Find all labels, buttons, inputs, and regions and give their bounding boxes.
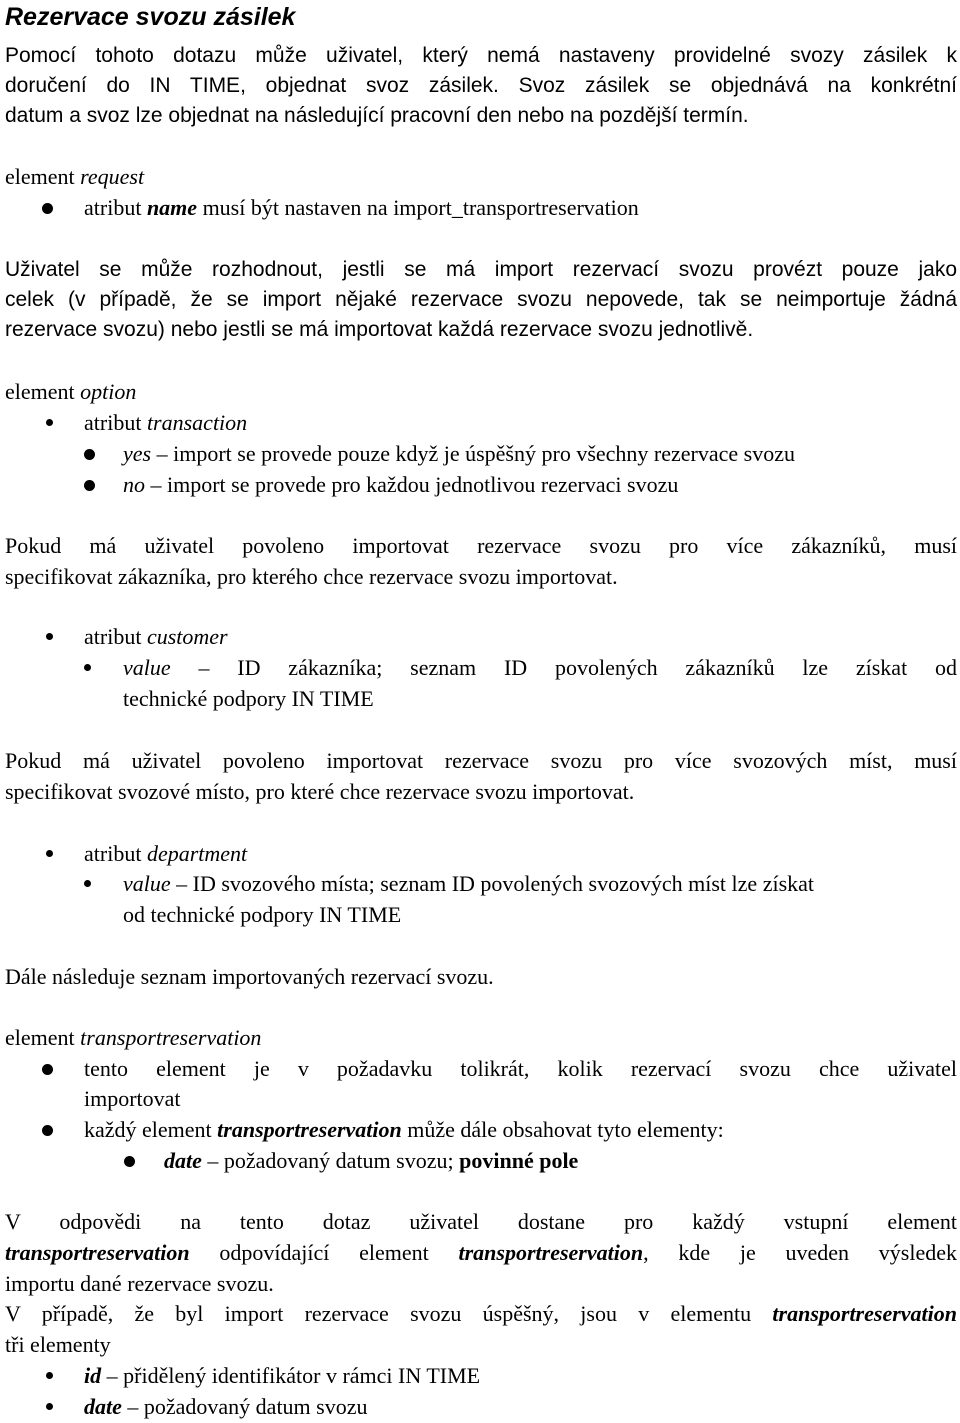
intro-line-2: doručení do IN TIME, objednat svoz zásilek. Svoz zásilek se objednává na konkrétní [5,74,957,97]
bullet-dot-icon [42,1064,53,1075]
bullet-dot-icon [42,203,53,214]
transaction-yes-item: yes – import se provede pouze když je úspěšný pro všechny rezervace svozu [123,441,795,466]
para6-line-1: V odpovědi na tento dotaz uživatel dostane pro každý vstupní element [5,1209,957,1234]
transport-bullet-1-line-1: tento element je v požadavku tolikrát, kolik rezervací svozu chce uživatel [84,1056,957,1081]
intro-line-3: datum a svoz lze objednat na následující pracovní den nebo na pozdější termín. [5,104,749,127]
para3-line-1: Pokud má uživatel povoleno importovat rezervace svozu pro více zákazníků, musí [5,533,957,558]
response-id-item: id – přidělený identifikátor v rámci IN TIME [84,1363,481,1388]
option-transaction-attr: atribut transaction [84,410,248,435]
para2-line-1: Uživatel se může rozhodnout, jestli se má import rezervací svozu provézt pouze jako [5,258,957,281]
para2-line-2: celek (v případě, že se import nějaké rezervace svozu nepovede, tak se neimportuje žádná [5,288,957,311]
bullet-small-icon [46,633,53,640]
para6-line-3: importu dané rezervace svozu. [5,1271,274,1296]
para3-line-2: specifikovat zákazníka, pro kterého chce rezervace svozu importovat. [5,564,618,589]
transportreservation-heading: element transportreservation [5,1025,262,1050]
bullet-dot-icon [84,449,95,460]
bullet-small-icon [84,664,91,671]
transport-bullet-1-line-2: importovat [84,1086,181,1111]
transaction-no-item: no – import se provede pro každou jednotlivou rezervaci svozu [123,472,679,497]
intro-line-1: Pomocí tohoto dotazu může uživatel, který nemá nastaveny providelné svozy zásilek k [5,44,957,67]
request-name-bullet: atribut name musí být nastaven na import_transportreservation [84,195,639,220]
bullet-small-icon [46,1403,53,1410]
request-element-name: request [80,164,145,189]
para4-line-2: specifikovat svozové místo, pro které chce rezervace svozu importovat. [5,779,635,804]
response-date-item: date – požadovaný datum svozu [84,1394,368,1419]
para5: Dále následuje seznam importovaných rezervací svozu. [5,964,494,989]
bullet-small-icon [46,1372,53,1379]
transport-date-item: date – požadovaný datum svozu; povinné pole [164,1148,579,1173]
para2-line-3: rezervace svozu) nebo jestli se má importovat každá rezervace svozu jednotlivě. [5,318,754,341]
customer-attr: atribut customer [84,624,228,649]
para6-line-2: transportreservation odpovídající element transportreservation, kde je uveden výsledek [5,1240,958,1265]
department-attr: atribut department [84,841,248,866]
page-title: Rezervace svozu zásilek [5,3,296,31]
bullet-dot-icon [42,1125,53,1136]
bullet-small-icon [46,850,53,857]
para7-line-1: V případě, že byl import rezervace svozu úspěšný, jsou v elementu transportreservation [5,1301,957,1326]
request-heading: element request [5,164,145,189]
transport-bullet-2: každý element transportreservation může dále obsahovat tyto elementy: [84,1117,724,1142]
para7-line-2: tři elementy [5,1332,111,1357]
department-value-line-2: od technické podpory IN TIME [123,902,402,927]
bullet-small-icon [84,880,91,887]
customer-value-line-1: value – ID zákazníka; seznam ID povolených zákazníků lze získat od [123,655,957,680]
para4-line-1: Pokud má uživatel povoleno importovat rezervace svozu pro více svozových míst, musí [5,748,957,773]
department-value-line-1: value – ID svozového místa; seznam ID povolených svozových míst lze získat [123,871,815,896]
customer-value-line-2: technické podpory IN TIME [123,686,374,711]
bullet-small-icon [46,419,53,426]
bullet-dot-icon [84,480,95,491]
bullet-dot-icon [124,1156,135,1167]
option-heading: element option [5,379,137,404]
